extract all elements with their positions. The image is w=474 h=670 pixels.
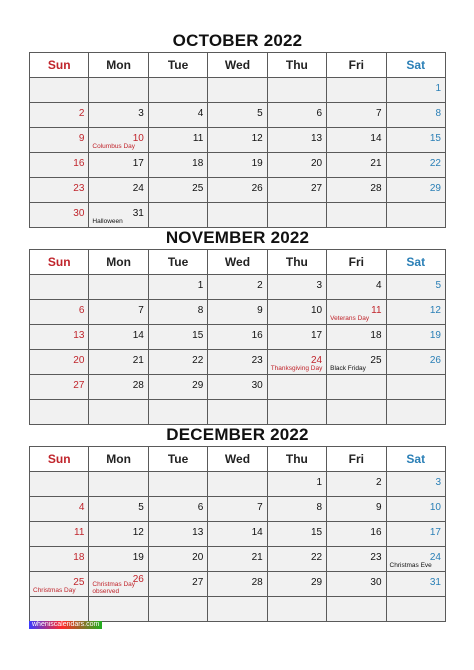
day-number: 8: [316, 502, 323, 513]
week-row: [30, 400, 446, 425]
day-number: 9: [78, 133, 85, 144]
day-number: 7: [138, 305, 144, 316]
day-cell: [267, 400, 326, 425]
day-cell: [30, 300, 89, 325]
day-number: 28: [251, 577, 263, 588]
day-cell: [267, 203, 326, 228]
day-number: 5: [257, 108, 263, 119]
holiday-label: Veterans Day: [330, 315, 370, 322]
day-number: 18: [192, 158, 204, 169]
day-number: 30: [251, 380, 263, 391]
day-cell: [386, 178, 445, 203]
week-row: [30, 350, 446, 375]
day-cell: [89, 547, 148, 572]
day-number: 24: [132, 183, 144, 194]
day-number: 21: [132, 355, 144, 366]
holiday-label: Christmas Day: [33, 587, 76, 594]
day-number: 13: [192, 527, 204, 538]
weekday-header-mon: Mon: [89, 447, 148, 472]
day-cell: [386, 78, 445, 103]
day-cell: [386, 103, 445, 128]
day-cell: [30, 400, 89, 425]
day-cell: [148, 497, 207, 522]
weekday-header-sat: Sat: [386, 447, 445, 472]
month-title: NOVEMBER 2022: [165, 228, 310, 247]
day-cell: [89, 300, 148, 325]
weekday-header-tue: Tue: [148, 250, 207, 275]
day-cell: [327, 300, 386, 325]
day-cell: [267, 472, 326, 497]
day-cell: [148, 597, 207, 622]
day-cell: [208, 300, 267, 325]
weekday-header-mon: Mon: [89, 53, 148, 78]
day-number: 13: [73, 330, 85, 341]
day-number: 26: [132, 574, 144, 585]
day-cell: [267, 350, 326, 375]
day-cell: [267, 78, 326, 103]
day-cell: [267, 128, 326, 153]
weekday-header-sat: Sat: [386, 53, 445, 78]
week-row: [30, 325, 446, 350]
day-cell: [208, 572, 267, 597]
day-cell: [327, 178, 386, 203]
day-cell: [208, 178, 267, 203]
day-number: 16: [251, 330, 263, 341]
day-cell: [208, 400, 267, 425]
day-cell: [386, 547, 445, 572]
day-cell: [89, 375, 148, 400]
day-number: 18: [73, 552, 85, 563]
day-cell: [267, 572, 326, 597]
day-number: 6: [316, 108, 323, 119]
holiday-label: Black Friday: [330, 365, 366, 372]
day-number: 17: [310, 330, 323, 341]
day-cell: [327, 275, 386, 300]
day-cell: [89, 203, 148, 228]
week-row: [30, 375, 446, 400]
day-number: 9: [375, 502, 382, 513]
weekday-header-row: [30, 250, 446, 275]
day-cell: [30, 375, 89, 400]
day-cell: [267, 597, 326, 622]
day-number: 6: [197, 502, 204, 513]
day-cell: [208, 128, 267, 153]
day-number: 6: [78, 305, 85, 316]
calendar-november: [29, 227, 446, 425]
weekday-header-tue: Tue: [148, 447, 207, 472]
day-cell: [327, 522, 386, 547]
calendar-october: [29, 30, 446, 228]
day-cell: [148, 572, 207, 597]
day-number: 18: [370, 330, 382, 341]
weekday-header-fri: Fri: [327, 250, 386, 275]
day-number: 27: [192, 577, 204, 588]
day-cell: [267, 547, 326, 572]
day-cell: [148, 325, 207, 350]
day-number: 23: [251, 355, 263, 366]
day-number: 4: [197, 108, 204, 119]
day-cell: [386, 400, 445, 425]
weekday-header-sun: Sun: [30, 53, 89, 78]
day-number: 4: [78, 502, 85, 513]
day-cell: [386, 472, 445, 497]
day-number: 23: [370, 552, 382, 563]
weekday-header-wed: Wed: [208, 53, 267, 78]
week-row: [30, 103, 446, 128]
weekday-header-sat: Sat: [386, 250, 445, 275]
day-number: 25: [73, 577, 85, 588]
day-number: 2: [78, 108, 85, 119]
day-cell: [386, 572, 445, 597]
day-cell: [208, 275, 267, 300]
day-cell: [89, 325, 148, 350]
day-cell: [89, 103, 148, 128]
weekday-header-tue: Tue: [148, 53, 207, 78]
day-cell: [327, 547, 386, 572]
day-number: 22: [192, 355, 204, 366]
day-number: 10: [429, 502, 441, 513]
week-row: [30, 203, 446, 228]
month-grid: [29, 446, 446, 622]
day-cell: [30, 153, 89, 178]
month-title: OCTOBER 2022: [172, 31, 303, 50]
week-row: [30, 547, 446, 572]
month-grid: [29, 249, 446, 425]
day-number: 22: [429, 158, 441, 169]
day-cell: [30, 103, 89, 128]
day-number: 4: [375, 280, 382, 291]
day-cell: [30, 572, 89, 597]
holiday-label: Christmas Day observed: [92, 581, 136, 595]
day-cell: [89, 522, 148, 547]
day-number: 1: [316, 477, 323, 488]
week-row: [30, 275, 446, 300]
week-row: [30, 472, 446, 497]
day-cell: [267, 300, 326, 325]
day-number: 19: [429, 330, 441, 341]
day-cell: [386, 375, 445, 400]
day-cell: [386, 325, 445, 350]
day-number: 29: [429, 183, 441, 194]
day-number: 17: [132, 158, 144, 169]
day-number: 26: [429, 355, 441, 366]
day-number: 9: [257, 305, 263, 316]
day-number: 20: [192, 552, 204, 563]
month-grid: [29, 52, 446, 228]
day-number: 21: [251, 552, 263, 563]
weekday-header-thu: Thu: [267, 53, 326, 78]
day-cell: [386, 203, 445, 228]
day-cell: [267, 103, 326, 128]
day-number: 19: [251, 158, 263, 169]
holiday-label: Christmas Eve: [389, 562, 432, 569]
day-cell: [208, 350, 267, 375]
holiday-label: Columbus Day: [92, 143, 136, 150]
day-cell: [327, 572, 386, 597]
day-cell: [148, 522, 207, 547]
day-number: 24: [429, 552, 441, 563]
day-number: 10: [132, 133, 144, 144]
day-cell: [30, 597, 89, 622]
day-cell: [148, 300, 207, 325]
day-cell: [386, 153, 445, 178]
day-number: 14: [132, 330, 144, 341]
day-number: 10: [310, 305, 323, 316]
day-cell: [327, 103, 386, 128]
week-row: [30, 597, 446, 622]
weekday-header-thu: Thu: [267, 250, 326, 275]
day-cell: [89, 400, 148, 425]
day-number: 12: [132, 527, 144, 538]
day-cell: [386, 497, 445, 522]
day-cell: [208, 103, 267, 128]
day-number: 1: [197, 280, 204, 291]
day-number: 3: [435, 477, 441, 488]
day-number: 13: [310, 133, 323, 144]
day-cell: [208, 522, 267, 547]
day-cell: [89, 472, 148, 497]
day-cell: [386, 275, 445, 300]
day-cell: [208, 203, 267, 228]
day-cell: [327, 153, 386, 178]
day-number: 7: [375, 108, 382, 119]
day-cell: [89, 128, 148, 153]
day-number: 8: [197, 305, 204, 316]
day-number: 30: [370, 577, 382, 588]
day-number: 11: [192, 133, 204, 144]
day-cell: [30, 78, 89, 103]
day-number: 14: [370, 133, 382, 144]
day-cell: [327, 472, 386, 497]
day-cell: [327, 497, 386, 522]
day-cell: [386, 350, 445, 375]
weekday-header-mon: Mon: [89, 250, 148, 275]
weekday-header-sun: Sun: [30, 447, 89, 472]
day-cell: [148, 350, 207, 375]
day-cell: [30, 547, 89, 572]
day-cell: [89, 350, 148, 375]
day-cell: [208, 497, 267, 522]
day-cell: [30, 275, 89, 300]
day-number: 12: [251, 133, 263, 144]
weekday-header-sun: Sun: [30, 250, 89, 275]
holiday-label: Thanksgiving Day: [270, 365, 323, 372]
weekday-header-thu: Thu: [267, 447, 326, 472]
day-cell: [386, 597, 445, 622]
day-cell: [30, 350, 89, 375]
week-row: [30, 572, 446, 597]
day-number: 29: [192, 380, 204, 391]
weekday-header-wed: Wed: [208, 250, 267, 275]
day-number: 25: [192, 183, 204, 194]
day-number: 5: [138, 502, 144, 513]
day-number: 14: [251, 527, 263, 538]
day-cell: [267, 375, 326, 400]
day-number: 20: [73, 355, 85, 366]
week-row: [30, 153, 446, 178]
day-cell: [148, 128, 207, 153]
day-cell: [327, 203, 386, 228]
weekday-header-row: [30, 447, 446, 472]
day-cell: [386, 300, 445, 325]
day-number: 15: [429, 133, 441, 144]
day-cell: [148, 178, 207, 203]
day-cell: [267, 275, 326, 300]
day-cell: [327, 78, 386, 103]
day-cell: [148, 203, 207, 228]
day-cell: [148, 472, 207, 497]
month-title: DECEMBER 2022: [166, 425, 309, 444]
day-number: 15: [192, 330, 204, 341]
day-cell: [30, 325, 89, 350]
day-number: 2: [375, 477, 382, 488]
day-cell: [89, 153, 148, 178]
day-number: 15: [310, 527, 323, 538]
day-number: 25: [370, 355, 382, 366]
day-number: 29: [310, 577, 323, 588]
day-cell: [267, 178, 326, 203]
week-row: [30, 522, 446, 547]
day-cell: [208, 325, 267, 350]
day-number: 21: [370, 158, 382, 169]
day-number: 16: [370, 527, 382, 538]
day-number: 23: [73, 183, 85, 194]
day-cell: [327, 597, 386, 622]
day-cell: [89, 178, 148, 203]
day-cell: [89, 275, 148, 300]
day-number: 2: [257, 280, 263, 291]
day-cell: [208, 153, 267, 178]
day-cell: [327, 375, 386, 400]
day-cell: [148, 103, 207, 128]
day-number: 11: [371, 305, 382, 316]
day-cell: [148, 153, 207, 178]
day-cell: [148, 400, 207, 425]
day-cell: [148, 275, 207, 300]
day-cell: [208, 472, 267, 497]
day-cell: [30, 128, 89, 153]
day-cell: [327, 350, 386, 375]
day-number: 3: [316, 280, 323, 291]
day-number: 1: [435, 83, 441, 94]
day-cell: [267, 153, 326, 178]
watermark-link[interactable]: wheniscalendars.com: [29, 621, 102, 629]
day-number: 11: [74, 527, 85, 538]
day-number: 20: [310, 158, 323, 169]
weekday-header-wed: Wed: [208, 447, 267, 472]
day-cell: [327, 325, 386, 350]
day-number: 3: [138, 108, 144, 119]
day-cell: [327, 400, 386, 425]
day-cell: [386, 522, 445, 547]
day-number: 8: [435, 108, 441, 119]
day-cell: [89, 78, 148, 103]
day-cell: [208, 547, 267, 572]
day-number: 24: [310, 355, 323, 366]
day-number: 17: [429, 527, 441, 538]
weekday-header-fri: Fri: [327, 447, 386, 472]
day-number: 31: [132, 208, 144, 219]
day-number: 26: [251, 183, 263, 194]
day-number: 31: [429, 577, 441, 588]
day-number: 28: [370, 183, 382, 194]
day-cell: [30, 203, 89, 228]
day-number: 12: [429, 305, 441, 316]
day-number: 5: [435, 280, 441, 291]
day-number: 22: [310, 552, 323, 563]
calendar-december: [29, 424, 446, 622]
day-cell: [148, 78, 207, 103]
day-cell: [30, 497, 89, 522]
day-cell: [208, 597, 267, 622]
week-row: [30, 178, 446, 203]
day-number: 27: [310, 183, 323, 194]
day-number: 30: [73, 208, 85, 219]
holiday-label: Halloween: [92, 218, 123, 225]
week-row: [30, 78, 446, 103]
day-number: 16: [73, 158, 85, 169]
day-cell: [89, 497, 148, 522]
day-cell: [30, 522, 89, 547]
weekday-header-row: [30, 53, 446, 78]
day-number: 19: [132, 552, 144, 563]
day-cell: [327, 128, 386, 153]
day-cell: [208, 375, 267, 400]
day-cell: [267, 325, 326, 350]
day-number: 28: [132, 380, 144, 391]
week-row: [30, 128, 446, 153]
weekday-header-fri: Fri: [327, 53, 386, 78]
week-row: [30, 300, 446, 325]
day-number: 7: [257, 502, 263, 513]
day-cell: [89, 572, 148, 597]
day-cell: [148, 375, 207, 400]
day-cell: [89, 597, 148, 622]
day-cell: [30, 472, 89, 497]
day-number: 27: [73, 380, 85, 391]
day-cell: [208, 78, 267, 103]
day-cell: [386, 128, 445, 153]
day-cell: [267, 497, 326, 522]
week-row: [30, 497, 446, 522]
day-cell: [148, 547, 207, 572]
day-cell: [267, 522, 326, 547]
day-cell: [30, 178, 89, 203]
